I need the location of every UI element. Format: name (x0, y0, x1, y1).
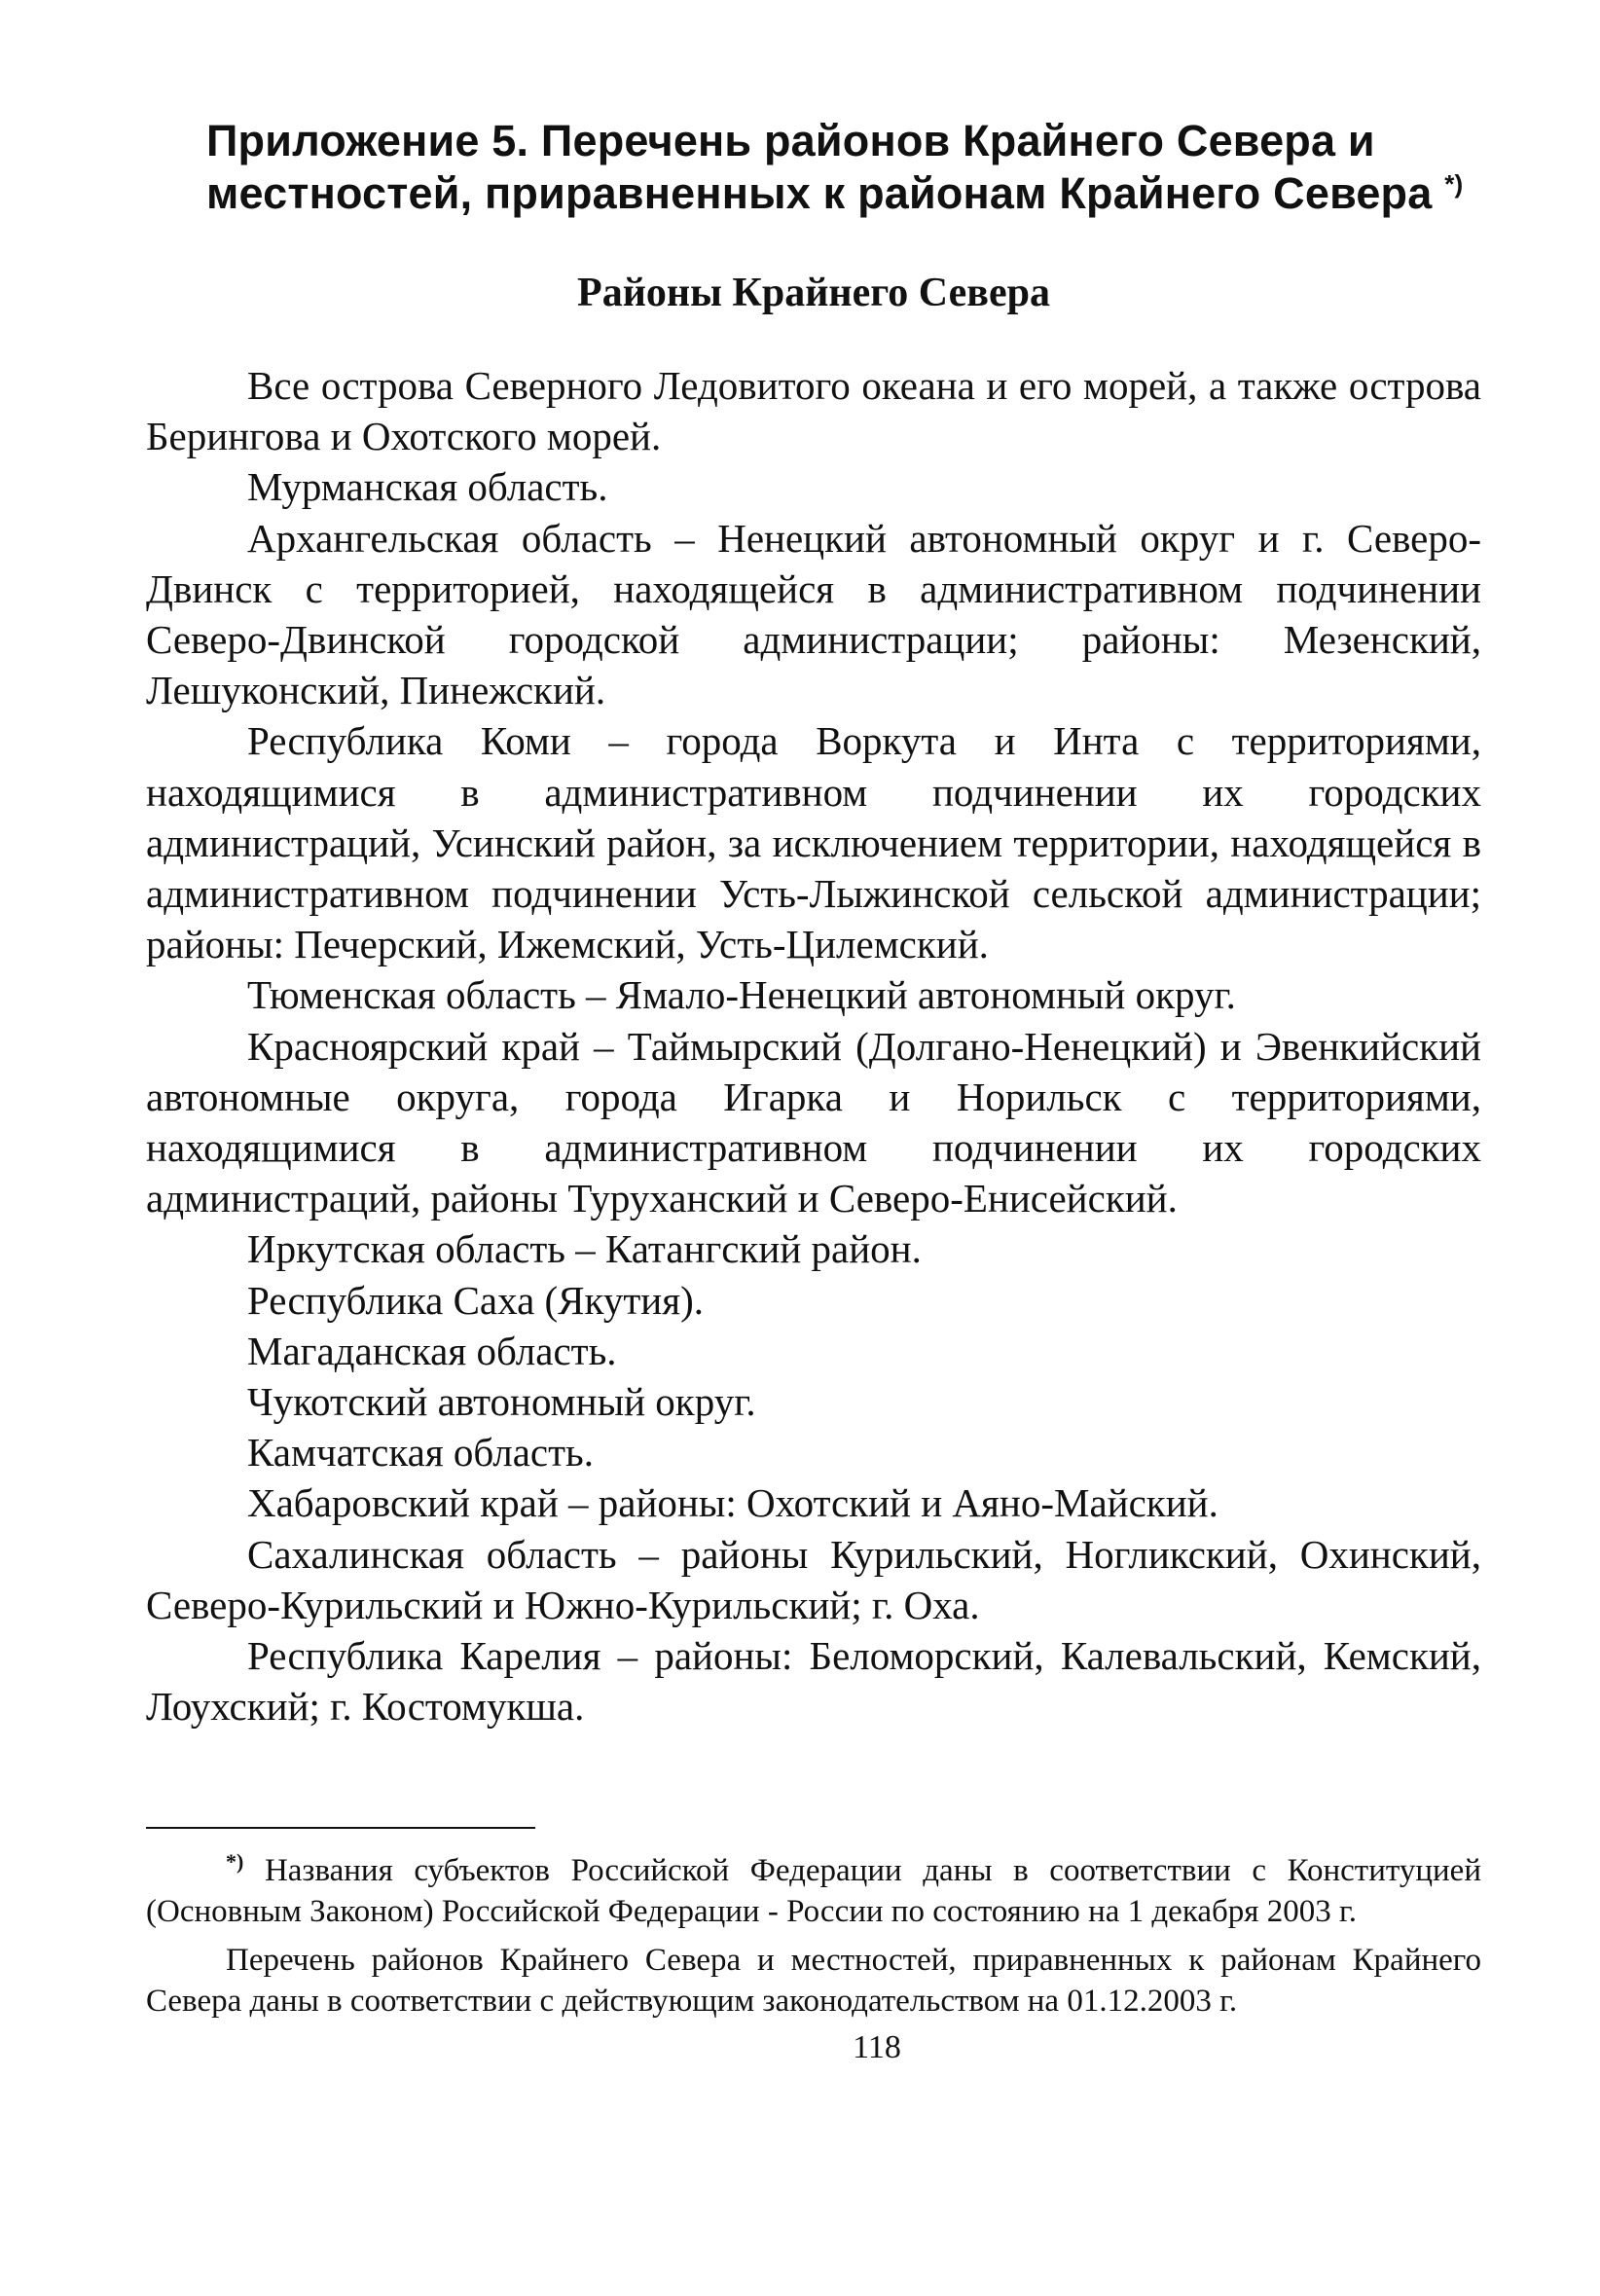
region-paragraph: Магаданская область. (247, 1328, 617, 1373)
regions-list (146, 360, 1481, 1731)
title-footnote-mark: *) (1444, 169, 1464, 199)
region-paragraph: Чукотский автономный округ. (247, 1379, 756, 1425)
section-subtitle: Районы Крайнего Севера (577, 271, 1050, 315)
footnote-mark: *) (226, 1849, 244, 1875)
page-number: 118 (853, 2029, 901, 2066)
region-paragraph: Тюменская область – Ямало-Ненецкий автономный округ. (247, 972, 1236, 1018)
region-paragraph: Хабаровский край – районы: Охотский и Аяно-Майский. (247, 1480, 1218, 1526)
document-page (146, 115, 1481, 2066)
footnote (146, 1850, 1481, 2022)
region-paragraph: Все острова Северного Ледовитого океана и его морей, а также острова Берингова и Охотского морей. (146, 363, 1481, 459)
region-paragraph: Камчатская область. (247, 1430, 594, 1476)
region-paragraph: Республика Карелия – районы: Беломорский, Калевальский, Кемский, Лоухский; г. Костомукша. (146, 1633, 1481, 1730)
region-paragraph: Республика Саха (Якутия). (247, 1277, 704, 1323)
appendix-title-text: Приложение 5. Перечень районов Крайнего Севера и местностей, приравненных к районам Крайнего Севера (206, 116, 1433, 218)
region-paragraph: Республика Коми – города Воркута и Инта с территориями, находящимися в административном подчинении их городских администраций, Усинский район, за исключением территории, находящейся в административном подчинении Усть-Лыжинской сельской администрации; районы: Печерский, Ижемский, Усть-Цилемский. (146, 718, 1481, 967)
region-paragraph: Мурманская область. (247, 464, 608, 510)
region-paragraph: Сахалинская область – районы Курильский, Ногликский, Охинский, Северо-Курильский и Южно-Курильский; г. Оха. (146, 1531, 1481, 1627)
region-paragraph: Архангельская область – Ненецкий автономный округ и г. Северо-Двинск с территорией, находящейся в административном подчинении Северо-Двинской городской администрации; районы: Мезенский, Лешуконский, Пинежский. (146, 515, 1481, 713)
appendix-title (206, 115, 1481, 220)
footnote-divider (146, 1827, 535, 1829)
region-paragraph: Иркутская область – Катангский район. (247, 1226, 922, 1272)
footnote-note-1-text: Названия субъектов Российской Федерации даны в соответствии с Конституцией (Основным Законом) Российской Федерации - России по состоянию на 1 декабря 2003 г. (146, 1853, 1481, 1930)
footnote-note-1 (146, 1850, 1481, 1932)
region-paragraph: Красноярский край – Таймырский (Долгано-Ненецкий) и Эвенкийский автономные округа, города Игарка и Норильск с территориями, находящимися в административном подчинении их городских администраций, районы Туруханский и Северо-Енисейский. (146, 1023, 1481, 1221)
footnote-note-2: Перечень районов Крайнего Севера и местностей, приравненных к районам Крайнего Севера даны в соответствии с действующим законодательством на 01.12.2003 г. (146, 1943, 1481, 2020)
